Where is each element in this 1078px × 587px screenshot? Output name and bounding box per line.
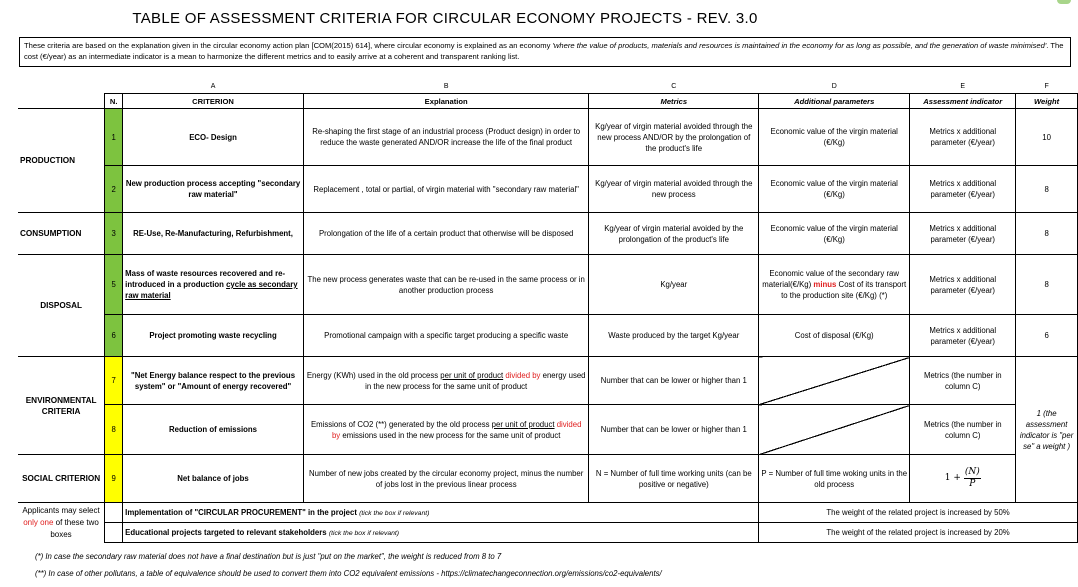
- intro-quote: 'where the value of products, materials and resources is maintained in the economy for as long as possible, and the generation of waste minimised': [552, 41, 1047, 50]
- applicants-text-end: of these two boxes: [50, 518, 99, 539]
- crossed-out-cell: [759, 357, 910, 405]
- educational-hint: (tick the box if relevant): [328, 529, 400, 537]
- logo-fragment: [1057, 0, 1071, 4]
- table-row: [18, 166, 1078, 213]
- indicator-cell: Metrics x additional parameter (€/year): [910, 166, 1016, 213]
- col-letter: F: [1044, 83, 1049, 90]
- metrics-cell: Waste produced by the target Kg/year: [589, 315, 759, 357]
- table-row: [18, 405, 1078, 455]
- educational-result: The weight of the related project is increased by 20%: [759, 523, 1078, 543]
- applicants-text: Applicants may select: [22, 506, 100, 515]
- row-number: 8: [105, 405, 123, 455]
- criterion-cell: New production process accepting "secondary raw material": [123, 166, 304, 213]
- weight-cell: 8: [1016, 213, 1078, 255]
- formula-one: 1 +: [944, 473, 961, 483]
- row-number: 5: [105, 255, 123, 315]
- indicator-cell: [910, 455, 1016, 503]
- procurement-result: The weight of the related project is increased by 50%: [759, 503, 1078, 523]
- additional-minus: minus: [813, 280, 837, 289]
- tick-box-educational[interactable]: [105, 523, 123, 543]
- metrics-cell: Kg/year of virgin material avoided by the prolongation of the product's life: [589, 213, 759, 255]
- procurement-label: Implementation of "CIRCULAR PROCUREMENT" in the project: [125, 507, 357, 517]
- category-disposal: DISPOSAL: [18, 255, 105, 357]
- procurement-row: [18, 523, 1078, 543]
- explanation-text-end: emissions used in the new process for the same unit of product: [340, 430, 561, 440]
- criterion-cell: RE-Use, Re-Manufacturing, Refurbishment,: [123, 213, 304, 255]
- procurement-hint: (tick the box if relevant): [359, 509, 430, 517]
- criteria-table: [18, 80, 1078, 543]
- criterion-text: Mass of waste resources recovered and re-introduced in a production: [125, 269, 286, 289]
- header-weight: Weight: [1016, 94, 1078, 109]
- indicator-cell: Metrics (the number in column C): [910, 405, 1016, 455]
- header-criterion: CRITERION: [123, 94, 304, 109]
- metrics-cell: Kg/year: [589, 255, 759, 315]
- col-letter: B: [443, 83, 449, 90]
- intro-text-end: . The cost (€/year) as an intermediate indicator is a mean to harmonize the different metrics and to easily arrive at a coherent and transparent ranking list.: [24, 41, 1064, 61]
- criterion-cell: "Net Energy balance respect to the previous system" or "Amount of energy recovered": [123, 357, 304, 405]
- metrics-cell: Number that can be lower or higher than 1: [589, 405, 759, 455]
- footnote-2: (**) In case of other pollutans, a table of equivalence should be used to convert them into CO2 equivalent emissions - https://climatechangeconnection.org/emissions/co2-equivalents/: [35, 569, 662, 578]
- header-additional: Additional parameters: [759, 94, 910, 109]
- explanation-text-end: energy used in the new process for the same unit of product: [365, 370, 586, 391]
- educational-label-cell: [123, 523, 759, 543]
- footnote-1: (*) In case the secondary raw material does not have a final destination but is just "put on the market", the weight is reduced from 8 to 7: [35, 552, 502, 561]
- jobs-formula: [945, 467, 981, 490]
- weight-cell: 6: [1016, 315, 1078, 357]
- explanation-cell: [303, 405, 589, 455]
- applicants-note: [18, 505, 104, 541]
- additional-cell: Economic value of the virgin material (€/Kg): [759, 213, 910, 255]
- category-environmental: ENVIRONMENTAL CRITERIA: [18, 357, 105, 455]
- criterion-underlined: cycle as secondary raw material: [125, 280, 298, 300]
- additional-cell: Economic value of the virgin material (€/Kg): [759, 109, 910, 166]
- metrics-cell: Number that can be lower or higher than 1: [589, 357, 759, 405]
- weight-cell: 10: [1016, 109, 1078, 166]
- criterion-cell: Net balance of jobs: [123, 455, 304, 503]
- explanation-cell: The new process generates waste that can be re-used in the same process or in another production process: [303, 255, 589, 315]
- weight-cell: 1 (the assessment indicator is "per se" a weight ): [1016, 357, 1078, 503]
- additional-cell: [759, 255, 910, 315]
- category-consumption: CONSUMPTION: [18, 213, 105, 255]
- crossed-out-cell: [759, 405, 910, 455]
- col-letter: C: [671, 83, 677, 90]
- row-number: 7: [105, 357, 123, 405]
- criterion-cell: ECO- Design: [123, 109, 304, 166]
- explanation-underlined: per unit of product: [491, 419, 555, 429]
- metrics-cell: N = Number of full time working units (can be positive or negative): [589, 455, 759, 503]
- additional-text: Economic value of the secondary raw material(€/Kg): [762, 269, 900, 289]
- header-row: [18, 94, 1078, 109]
- intro-text: These criteria are based on the explanation given in the circular economy action plan [COM(2015) 614], where circular economy is explained as an economy: [24, 41, 553, 50]
- intro-box: [19, 37, 1071, 67]
- additional-cell: Economic value of the virgin material (€/Kg): [759, 166, 910, 213]
- explanation-cell: Prolongation of the life of a certain product that otherwise will be disposed: [303, 213, 589, 255]
- formula-denominator: P: [969, 479, 976, 489]
- criterion-cell: Project promoting waste recycling: [123, 315, 304, 357]
- category-social: SOCIAL CRITERION: [18, 455, 105, 503]
- row-number: 3: [105, 213, 123, 255]
- row-number: 9: [105, 455, 123, 503]
- weight-cell: 8: [1016, 255, 1078, 315]
- additional-cell: Cost of disposal (€/Kg): [759, 315, 910, 357]
- header-explanation: Explanation: [303, 94, 589, 109]
- column-letters-row: [18, 80, 1078, 94]
- table-row: [18, 109, 1078, 166]
- page-title: TABLE OF ASSESSMENT CRITERIA FOR CIRCULAR ECONOMY PROJECTS - REV. 3.0: [132, 10, 758, 27]
- col-letter: A: [210, 83, 216, 90]
- indicator-cell: Metrics (the number in column C): [910, 357, 1016, 405]
- procurement-row: [18, 503, 1078, 523]
- col-letter: E: [960, 83, 966, 90]
- explanation-cell: Promotional campaign with a specific target producing a specific waste: [303, 315, 589, 357]
- explanation-divided: divided by: [331, 419, 582, 440]
- metrics-cell: Kg/year of virgin material avoided through the new process AND/OR by the prolongation of the product's life: [589, 109, 759, 166]
- criterion-cell: [123, 255, 304, 315]
- explanation-cell: [303, 357, 589, 405]
- explanation-cell: Replacement , total or partial, of virgin material with "secondary raw material": [303, 166, 589, 213]
- header-n: N.: [105, 94, 123, 109]
- header-indicator: Assessment indicator: [910, 94, 1016, 109]
- indicator-cell: Metrics x additional parameter (€/year): [910, 109, 1016, 166]
- row-number: 2: [105, 166, 123, 213]
- indicator-cell: Metrics x additional parameter (€/year): [910, 255, 1016, 315]
- explanation-cell: Re-shaping the first stage of an industrial process (Product design) in order to reduce the waste generated AND/OR increase the life of the final product: [303, 109, 589, 166]
- applicants-only-one: only one: [23, 518, 54, 527]
- row-number: 6: [105, 315, 123, 357]
- table-row: [18, 455, 1078, 503]
- explanation-divided: divided by: [503, 370, 541, 380]
- row-number: 1: [105, 109, 123, 166]
- table-row: [18, 357, 1078, 405]
- formula-numerator: (N): [964, 467, 980, 477]
- additional-text-end: Cost of its transport to the production site (€/Kg) (*): [781, 280, 907, 300]
- explanation-underlined: per unit of product: [440, 370, 504, 380]
- procurement-label-cell: [123, 503, 759, 523]
- table-row: [18, 213, 1078, 255]
- criterion-cell: Reduction of emissions: [123, 405, 304, 455]
- tick-box-circular-procurement[interactable]: [105, 503, 123, 523]
- educational-label: Educational projects targeted to relevant stakeholders: [125, 527, 327, 537]
- additional-cell: P = Number of full time woking units in the old process: [759, 455, 910, 503]
- indicator-cell: Metrics x additional parameter (€/year): [910, 315, 1016, 357]
- header-metrics: Metrics: [589, 94, 759, 109]
- table-row: [18, 315, 1078, 357]
- weight-cell: 8: [1016, 166, 1078, 213]
- explanation-text: Energy (KWh) used in the old process: [306, 370, 441, 380]
- formula-fraction: [964, 467, 981, 490]
- explanation-text: Emissions of CO2 (**) generated by the old process: [310, 419, 492, 429]
- category-production: PRODUCTION: [18, 109, 105, 213]
- metrics-cell: Kg/year of virgin material avoided through the new process: [589, 166, 759, 213]
- col-letter: D: [831, 83, 837, 90]
- indicator-cell: Metrics x additional parameter (€/year): [910, 213, 1016, 255]
- explanation-cell: Number of new jobs created by the circular economy project, minus the number of jobs lost in the previous linear process: [303, 455, 589, 503]
- table-row: [18, 255, 1078, 315]
